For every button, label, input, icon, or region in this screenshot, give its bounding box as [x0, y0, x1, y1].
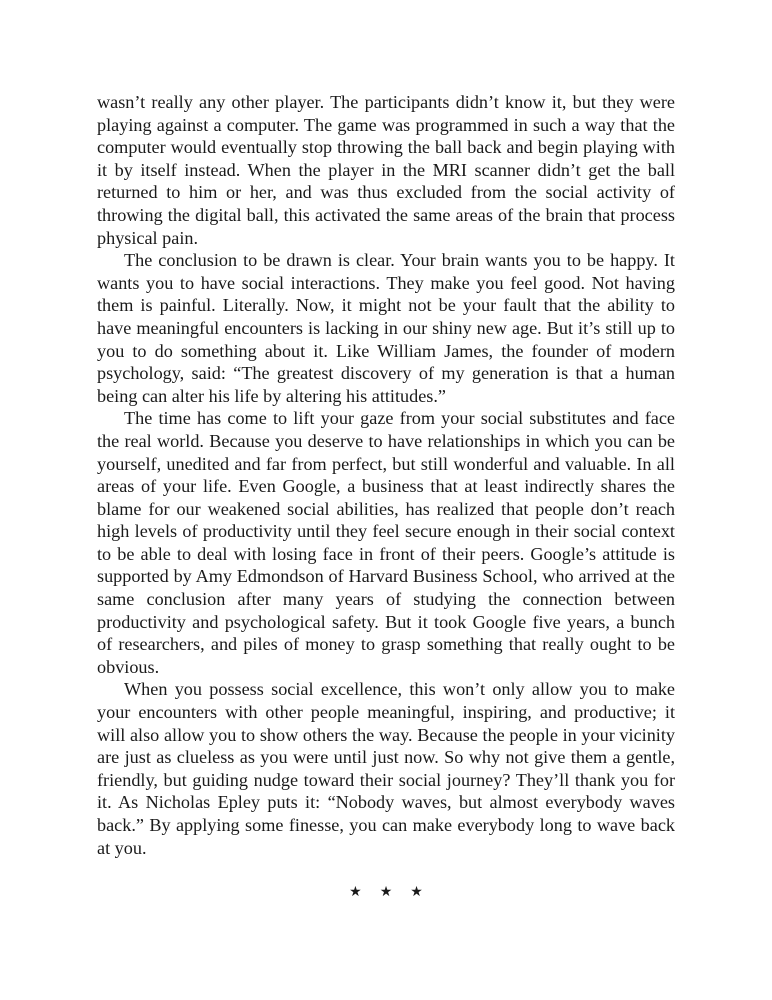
paragraph-continuation: wasn’t really any other player. The participants didn’t know it, but they were playing against a computer. The game was programmed in such a way that the computer would eventually stop throwing the ball back and begin playing with it by itself instead. When the player in the MRI scanner didn’t get the ball returned to him or her, and was thus excluded from the social activity of throwing the digital ball, this activated the same areas of the brain that process physical pain.: [97, 92, 675, 248]
page-body: [97, 91, 675, 859]
paragraph-real-world: The time has come to lift your gaze from your social substitutes and face the real world. Because you deserve to have relationships in which you can be yourself, unedited and far from perfect, but still wonderful and valuable. In all areas of your life. Even Google, a business that at least indirectly shares the blame for our weakened social abilities, has realized that people don’t reach high levels of productivity until they feel secure enough in their social context to be able to deal with losing face in front of their peers. Google’s attitude is supported by Amy Edmondson of Harvard Business School, who arrived at the same conclusion after many years of studying the connection between productivity and psychological safety. But it took Google five years, a bunch of researchers, and piles of money to grasp something that really ought to be obvious.: [97, 408, 675, 677]
section-break-stars: ★★★: [349, 884, 441, 900]
paragraph-social-excellence: When you possess social excellence, this won’t only allow you to make your encounters with other people meaningful, inspiring, and productive; it will also allow you to show others the way. Because the people in your vicinity are just as clueless as you were until just now. So why not give them a gentle, friendly, but guiding nudge toward their social journey? They’ll thank you for it. As Nicholas Epley puts it: “Nobody waves, but almost everybody waves back.” By applying some finesse, you can make everybody long to wave back at you.: [97, 679, 675, 858]
paragraph-conclusion: The conclusion to be drawn is clear. Your brain wants you to be happy. It wants you to have social interactions. They make you feel good. Not having them is painful. Literally. Now, it might not be your fault that the ability to have meaningful encounters is lacking in our shiny new age. But it’s still up to you to do something about it. Like William James, the founder of modern psychology, said: “The greatest discovery of my generation is that a human being can alter his life by altering his attitudes.”: [97, 250, 675, 406]
